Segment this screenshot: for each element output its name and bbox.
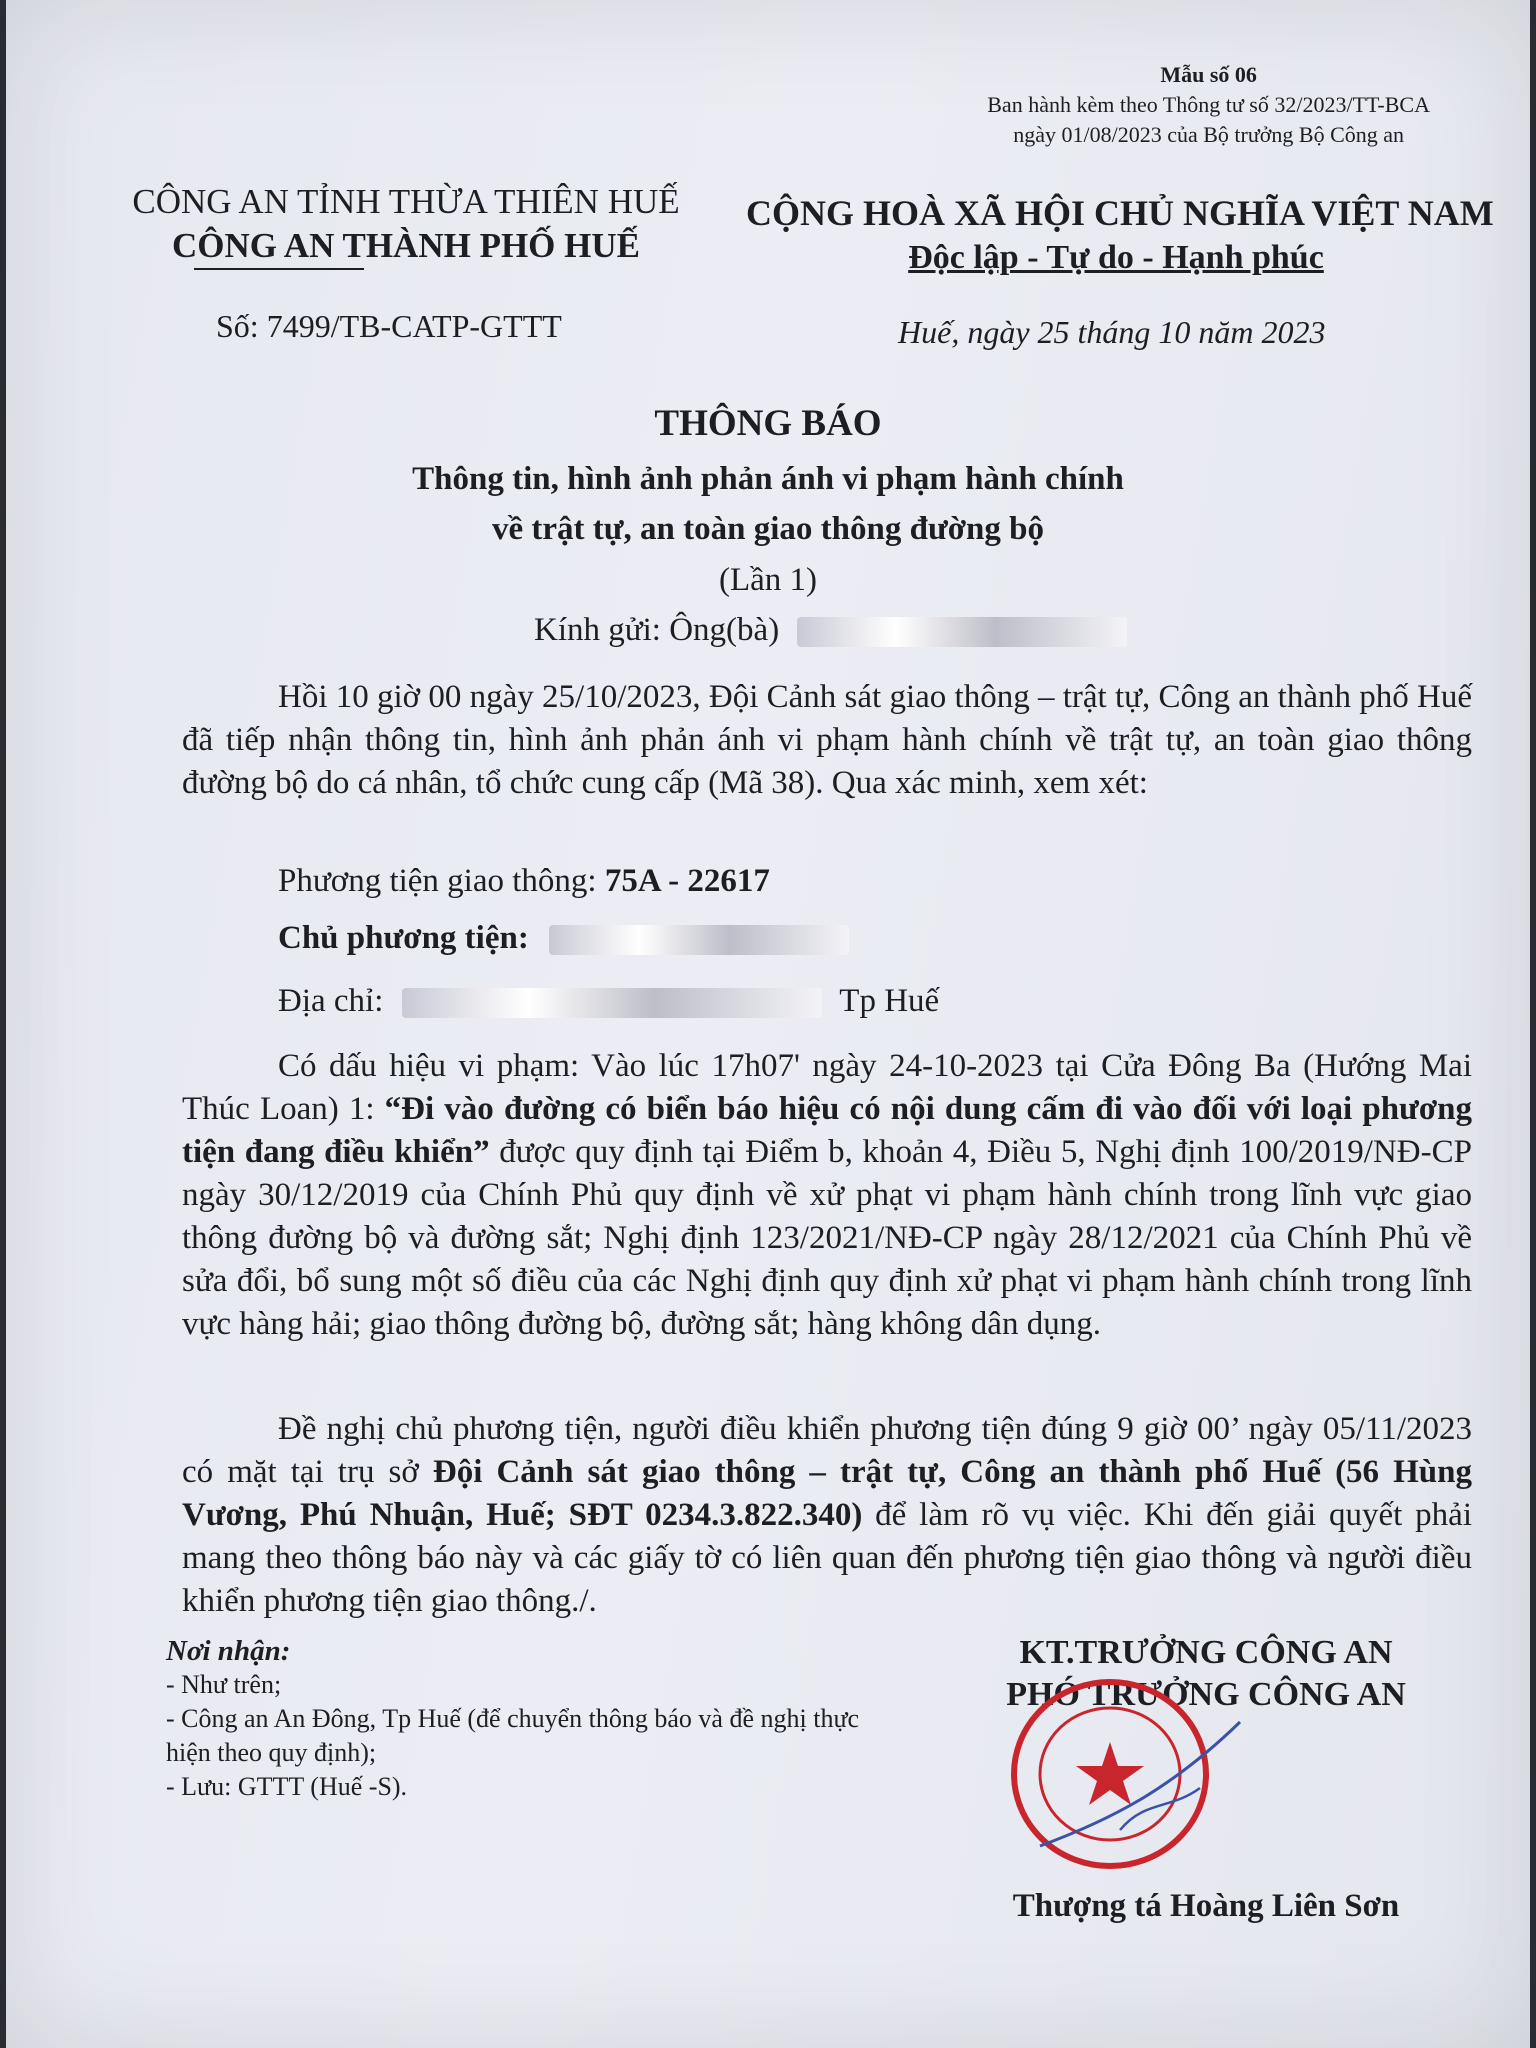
addressee-line bbox=[534, 612, 1127, 649]
signature-title-2: PHÓ TRƯỞNG CÔNG AN bbox=[1006, 1676, 1406, 1713]
official-stamp-seal bbox=[970, 1670, 1250, 1870]
owner-field bbox=[278, 920, 849, 957]
document-page bbox=[6, 0, 1530, 2048]
notice-occurrence: (Lần 1) bbox=[718, 562, 818, 598]
paragraph-intro: Hồi 10 giờ 00 ngày 25/10/2023, Đội Cảnh sát giao thông – trật tự, Công an thành phố Huế đã tiếp nhận thông tin, hình ảnh phản ánh vi phạm hành chính về trật tự, an toàn giao thông đường bộ do cá nhân, tổ chức cung cấp (Mã 38). Qua xác minh, xem xét: bbox=[182, 679, 1472, 801]
redacted-address bbox=[402, 988, 822, 1018]
form-reference bbox=[987, 60, 1430, 150]
national-motto: Độc lập - Tự do - Hạnh phúc bbox=[908, 239, 1324, 276]
form-issued-date: ngày 01/08/2023 của Bộ trưởng Bộ Công an bbox=[1013, 122, 1405, 147]
vehicle-field bbox=[278, 863, 770, 900]
subtitle-line-2: về trật tự, an toàn giao thông đường bộ bbox=[491, 511, 1044, 547]
document-number: Số: 7499/TB-CATP-GTTT bbox=[216, 308, 562, 344]
issuing-agency bbox=[116, 180, 696, 268]
recipients-heading: Nơi nhận: bbox=[166, 1635, 291, 1667]
redacted-name bbox=[797, 617, 1127, 647]
recipients bbox=[166, 1634, 866, 1804]
document-subtitle bbox=[6, 454, 1530, 554]
place-date: Huế, ngày 25 tháng 10 năm 2023 bbox=[898, 314, 1326, 350]
addressee-label: Kính gửi: Ông(bà) bbox=[534, 612, 780, 648]
form-number: Mẫu số 06 bbox=[1160, 62, 1257, 87]
country-name: CỘNG HOÀ XÃ HỘI CHỦ NGHĨA VIỆT NAM bbox=[746, 193, 1494, 233]
violation-lead: Có dấu hiệu vi phạm: Vào lúc 17h07' ngày 24-10-2023 tại Cửa Đông Ba (Hướng Mai Thúc Loan) 1: bbox=[182, 1048, 1472, 1127]
agency-underline bbox=[194, 268, 364, 270]
violation-description: “Đi vào đường có biển báo hiệu có nội dung cấm đi vào đối với loại phương tiện đang điều khiển” bbox=[182, 1091, 1472, 1170]
recipient-item: - Như trên; bbox=[166, 1670, 282, 1699]
recipient-item: - Lưu: GTTT (Huế -S). bbox=[166, 1772, 408, 1801]
violation-legal-basis: được quy định tại Điểm b, khoản 4, Điều 5, Nghị định 100/2019/NĐ-CP ngày 30/12/2019 của Chính Phủ quy định về xử phạt vi phạm hành chính trong lĩnh vực giao thông đường bộ và đường sắt; Nghị định 123/2021/NĐ-CP ngày 28/12/2021 của Chính Phủ về sửa đổi, bổ sung một số điều của các Nghị định quy định xử phạt vi phạm hành chính trong lĩnh vực hàng hải; giao thông đường bộ, đường sắt; hàng không dân dụng. bbox=[182, 1134, 1472, 1342]
document-title: THÔNG BÁO bbox=[654, 403, 882, 444]
address-city: Tp Huế bbox=[839, 983, 940, 1019]
request-office: Đội Cảnh sát giao thông – trật tự, Công an thành phố Huế (56 Hùng Vương, Phú Nhuận, Huế; SĐT 0234.3.822.340) bbox=[182, 1454, 1472, 1533]
request-rest: để làm rõ vụ việc. Khi đến giải quyết phải mang theo thông báo này và các giấy tờ có liên quan đến phương tiện giao thông và người điều khiển phương tiện giao thông./. bbox=[182, 1497, 1472, 1619]
vehicle-label: Phương tiện giao thông: bbox=[278, 863, 605, 899]
redacted-owner bbox=[549, 925, 849, 955]
signer-name: Thượng tá Hoàng Liên Sơn bbox=[1012, 1888, 1400, 1924]
subtitle-line-1: Thông tin, hình ảnh phản ánh vi phạm hành chính bbox=[412, 461, 1124, 497]
paragraph-violation bbox=[182, 1045, 1472, 1346]
paragraph-request bbox=[182, 1408, 1472, 1623]
owner-label: Chủ phương tiện: bbox=[278, 920, 529, 956]
address-field bbox=[278, 983, 939, 1020]
agency-name: CÔNG AN THÀNH PHỐ HUẾ bbox=[171, 226, 640, 265]
agency-parent: CÔNG AN TỈNH THỪA THIÊN HUẾ bbox=[132, 182, 680, 221]
request-lead: Đề nghị chủ phương tiện, người điều khiển phương tiện đúng 9 giờ 00’ ngày 05/11/2023 có mặt tại trụ sở bbox=[182, 1411, 1472, 1490]
recipient-item: - Công an An Đông, Tp Huế (để chuyển thông báo và đề nghị thực hiện theo quy định); bbox=[166, 1704, 860, 1767]
form-issued-by: Ban hành kèm theo Thông tư số 32/2023/TT-BCA bbox=[987, 92, 1430, 117]
national-header bbox=[746, 190, 1494, 280]
vehicle-plate: 75A - 22617 bbox=[604, 863, 770, 899]
signature-title-1: KT.TRƯỞNG CÔNG AN bbox=[1019, 1634, 1393, 1671]
address-label: Địa chỉ: bbox=[278, 983, 384, 1019]
